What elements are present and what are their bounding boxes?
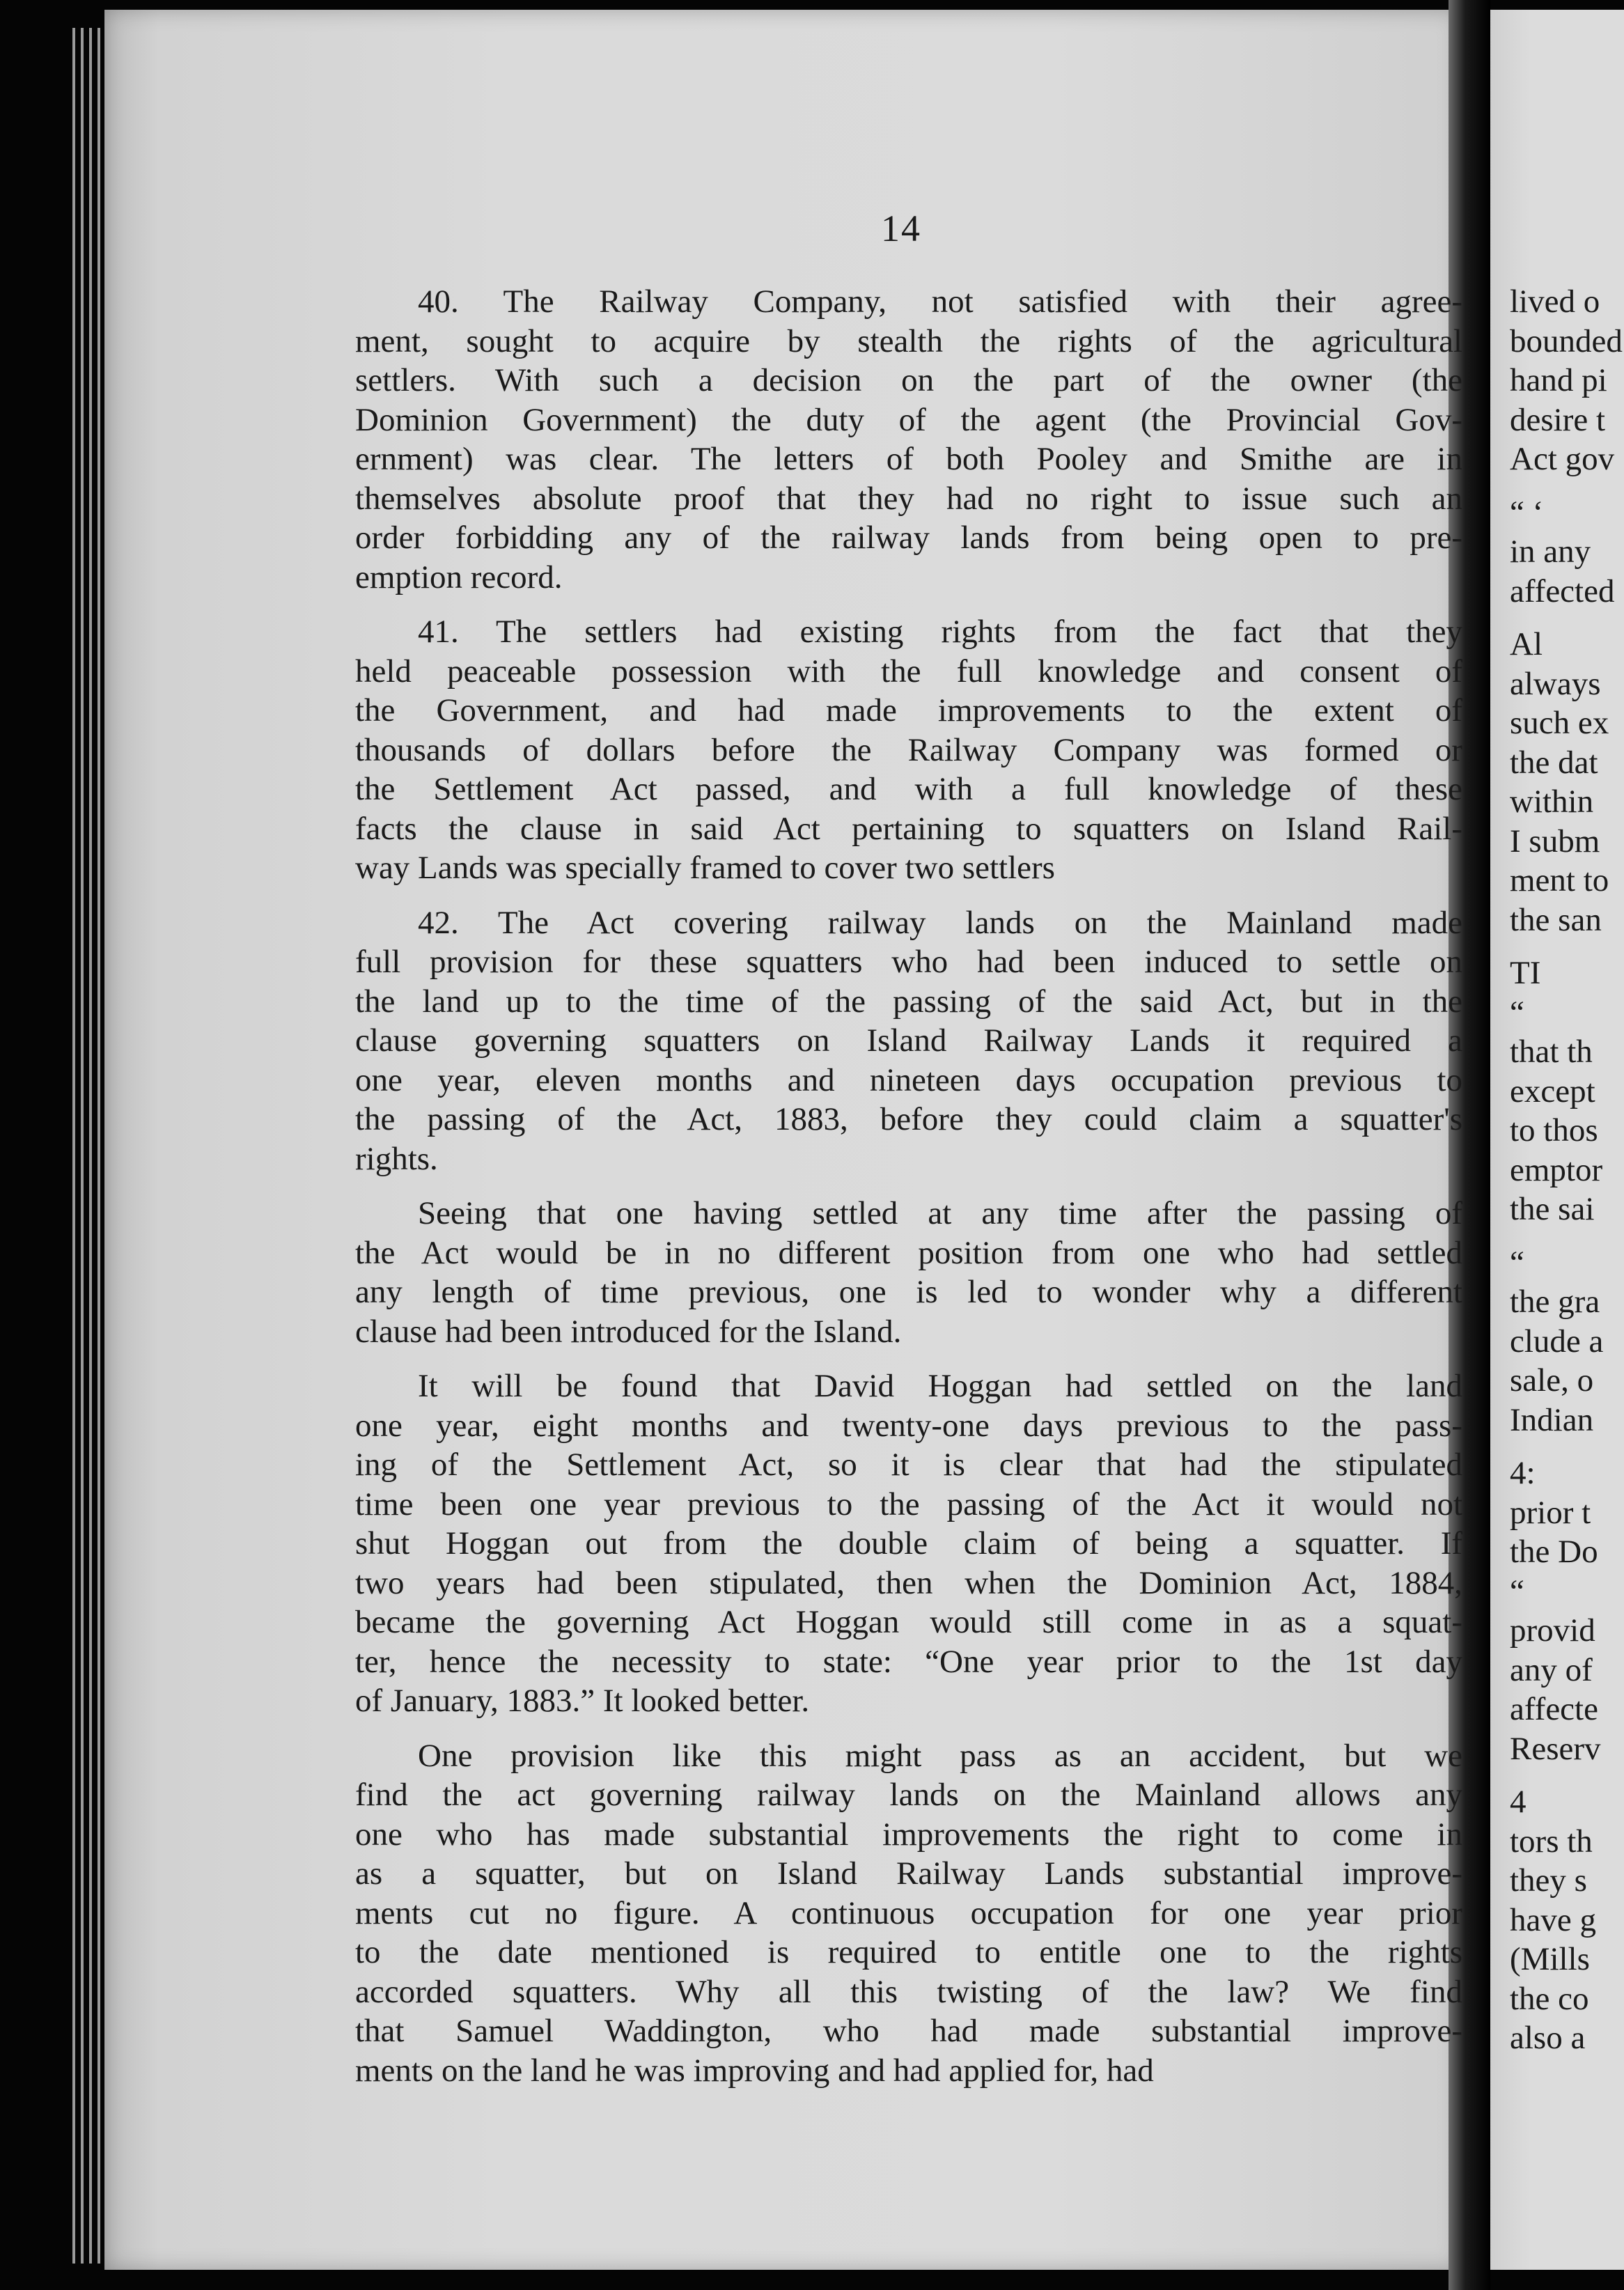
- text-line: 41. The settlers had existing rights from the fact that they: [418, 614, 1462, 650]
- text-line: that Samuel Waddington, who had made substantial improve-: [355, 2013, 1462, 2049]
- fragment-line: such ex: [1510, 705, 1609, 741]
- page-edge: [81, 28, 84, 2264]
- fragment-line: [1510, 1229, 1624, 1243]
- fragment-line: Al: [1510, 626, 1543, 662]
- fragment-line: have g: [1510, 1901, 1596, 1938]
- paragraph: [355, 903, 1462, 1179]
- fragment-line: the co: [1510, 1980, 1589, 2017]
- fragment-line: 4:: [1510, 1455, 1536, 1491]
- fragment-line: any of: [1510, 1651, 1593, 1688]
- text-line: two years had been stipulated, then when the Dominion Act, 1884,: [355, 1564, 1462, 1601]
- fragment-line: Act gov: [1510, 441, 1615, 477]
- fragment-line: “: [1510, 1244, 1524, 1281]
- paragraph: [355, 1194, 1462, 1351]
- text-line: ernment) was clear. The letters of both Pooley and Smithe are in: [355, 441, 1462, 477]
- text-line: It will be found that David Hoggan had settled on the land: [418, 1368, 1462, 1404]
- fragment-line: emptor: [1510, 1151, 1603, 1188]
- text-line: one year, eleven months and nineteen days occupation previous to: [355, 1061, 1462, 1098]
- fragment-line: ment to: [1510, 862, 1609, 898]
- fragment-line: “: [1510, 1573, 1524, 1610]
- text-line: of January, 1883.” It looked better.: [355, 1683, 810, 1719]
- text-line: 42. The Act covering railway lands on the Mainland made: [418, 904, 1462, 941]
- text-line: ments cut no figure. A continuous occupation for one year prior: [355, 1894, 1462, 1931]
- text-line: the Settlement Act passed, and with a full knowledge of these: [355, 771, 1462, 807]
- fragment-line: in any: [1510, 533, 1591, 570]
- paragraph: [355, 282, 1462, 597]
- text-line: one who has made substantial improvements the right to come in: [355, 1816, 1462, 1853]
- page-edge: [89, 28, 92, 2264]
- fragment-line: “ ‘: [1510, 494, 1544, 531]
- fragment-line: [1510, 1440, 1624, 1454]
- text-line: ing of the Settlement Act, so it is clear that had the stipulated: [355, 1447, 1462, 1483]
- text-line: as a squatter, but on Island Railway Lands substantial improve-: [355, 1855, 1462, 1892]
- right-page-fragments: [1510, 282, 1624, 2058]
- text-line: the land up to the time of the passing of the said Act, but in the: [355, 983, 1462, 1020]
- fragment-line: affected: [1510, 572, 1615, 609]
- text-line: clause governing squatters on Island Railway Lands it required a: [355, 1022, 1462, 1059]
- fragment-line: Reserv: [1510, 1730, 1601, 1767]
- paragraph: [355, 1366, 1462, 1721]
- text-line: accorded squatters. Why all this twisting of the law? We find: [355, 1973, 1462, 2010]
- paragraph: [355, 612, 1462, 888]
- page-edge: [72, 28, 75, 2264]
- text-line: one year, eight months and twenty-one days previous to the pass-: [355, 1407, 1462, 1444]
- fragment-line: desire t: [1510, 401, 1606, 438]
- paragraph: [355, 1736, 1462, 2091]
- fragment-line: the dat: [1510, 744, 1598, 781]
- fragment-line: [1510, 479, 1624, 493]
- fragment-line: (Mills: [1510, 1941, 1590, 1977]
- text-line: the Government, and had made improvements to the extent of: [355, 692, 1462, 729]
- text-line: order forbidding any of the railway lands from being open to pre-: [355, 520, 1462, 556]
- text-line: facts the clause in said Act pertaining to squatters on Island Rail-: [355, 810, 1462, 847]
- text-line: any length of time previous, one is led to wonder why a different: [355, 1274, 1462, 1310]
- fragment-line: that th: [1510, 1034, 1593, 1070]
- fragment-line: to thos: [1510, 1112, 1598, 1148]
- text-line: time been one year previous to the passing of the Act it would not: [355, 1486, 1462, 1522]
- fragment-line: prior t: [1510, 1494, 1591, 1531]
- fragment-line: TI: [1510, 955, 1541, 991]
- text-line: way Lands was specially framed to cover two settlers: [355, 850, 1055, 886]
- fragment-line: lived o: [1510, 283, 1600, 320]
- fragment-line: the gra: [1510, 1284, 1600, 1320]
- text-line: ment, sought to acquire by stealth the rights of the agricultural: [355, 322, 1462, 359]
- fragment-line: [1510, 940, 1624, 953]
- page-body: [355, 282, 1462, 2105]
- text-line: thousands of dollars before the Railway Company was formed or: [355, 731, 1462, 768]
- text-line: the Act would be in no different position from one who had settled: [355, 1234, 1462, 1271]
- text-line: full provision for these squatters who had been induced to settle on: [355, 944, 1462, 980]
- fragment-line: except: [1510, 1073, 1595, 1109]
- text-line: settlers. With such a decision on the part of the owner (the: [355, 362, 1462, 398]
- text-line: One provision like this might pass as an accident, but we: [418, 1737, 1462, 1774]
- text-line: ter, hence the necessity to state: “One year prior to the 1st day: [355, 1643, 1462, 1680]
- fragment-line: Indian: [1510, 1401, 1594, 1438]
- text-line: ments on the land he was improving and had applied for, had: [355, 2052, 1154, 2089]
- fragment-line: the san: [1510, 901, 1602, 938]
- text-line: held peaceable possession with the full knowledge and consent of: [355, 653, 1462, 690]
- fragment-line: affecte: [1510, 1691, 1598, 1727]
- fragment-line: the sai: [1510, 1191, 1595, 1227]
- text-line: emption record.: [355, 559, 563, 595]
- text-line: became the governing Act Hoggan would still come in as a squat-: [355, 1604, 1462, 1640]
- text-line: Seeing that one having settled at any time after the passing of: [418, 1195, 1462, 1231]
- fragment-line: within: [1510, 784, 1594, 820]
- fragment-line: always: [1510, 665, 1601, 702]
- fragment-line: sale, o: [1510, 1362, 1594, 1399]
- fragment-line: provid: [1510, 1612, 1595, 1649]
- text-line: Dominion Government) the duty of the agent (the Provincial Gov-: [355, 401, 1462, 438]
- text-line: shut Hoggan out from the double claim of being a squatter. If: [355, 1525, 1462, 1561]
- page-number: 14: [881, 208, 921, 249]
- text-line: to the date mentioned is required to entitle one to the rights: [355, 1934, 1462, 1970]
- fragment-line: the Do: [1510, 1534, 1598, 1570]
- text-line: 40. The Railway Company, not satisfied with their agree-: [418, 283, 1462, 320]
- text-line: find the act governing railway lands on the Mainland allows any: [355, 1777, 1462, 1813]
- fragment-line: tors th: [1510, 1823, 1593, 1860]
- text-line: clause had been introduced for the Island.: [355, 1313, 902, 1350]
- fragment-line: 4: [1510, 1784, 1527, 1820]
- text-line: the passing of the Act, 1883, before they could claim a squatter's: [355, 1101, 1462, 1137]
- text-line: themselves absolute proof that they had no right to issue such an: [355, 480, 1462, 517]
- fragment-line: [1510, 611, 1624, 625]
- fragment-line: also a: [1510, 2020, 1586, 2056]
- fragment-line: bounded: [1510, 322, 1623, 359]
- fragment-line: [1510, 1768, 1624, 1782]
- fragment-line: I subm: [1510, 823, 1600, 859]
- fragment-line: clude a: [1510, 1323, 1604, 1360]
- text-line: rights.: [355, 1140, 438, 1177]
- page-edge: [97, 28, 100, 2264]
- fragment-line: “: [1510, 994, 1524, 1031]
- fragment-line: hand pi: [1510, 362, 1607, 398]
- fragment-line: they s: [1510, 1862, 1587, 1899]
